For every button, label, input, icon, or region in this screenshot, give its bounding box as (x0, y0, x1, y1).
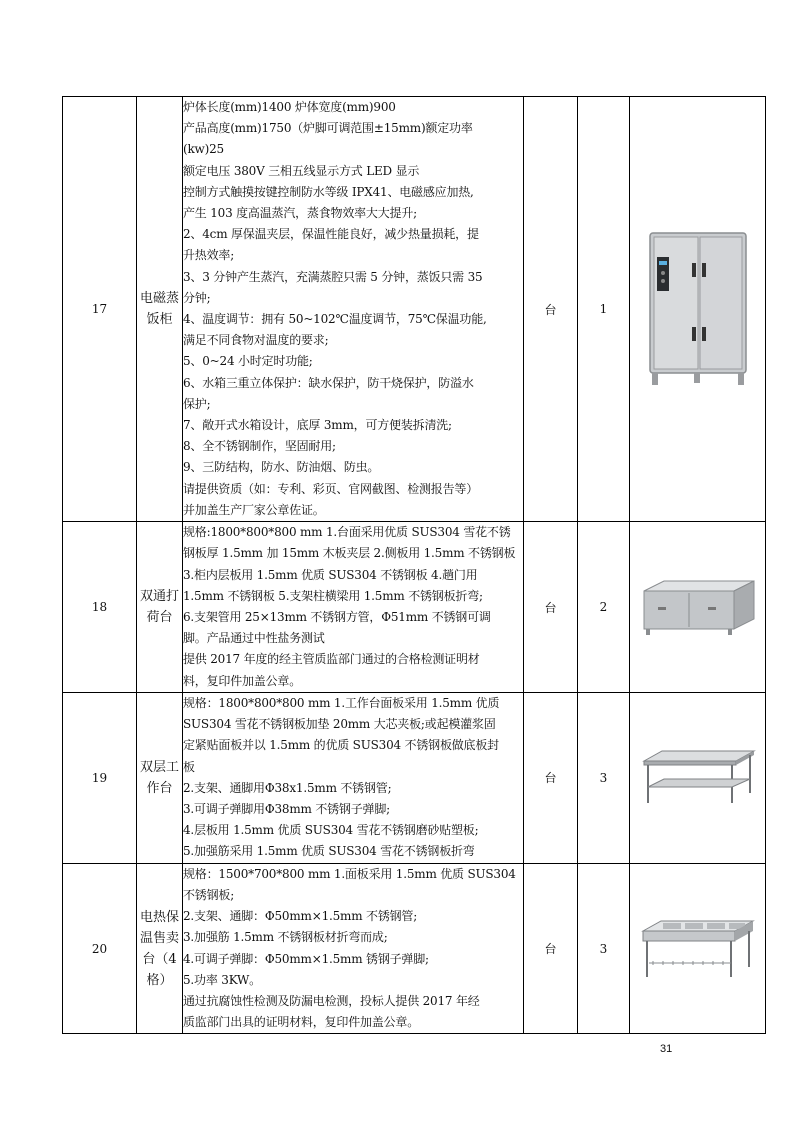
spec-line: 炉体长度(mm)1400 炉体宽度(mm)900 (183, 100, 396, 114)
spec-line: 4.层板用 1.5mm 优质 SUS304 雪花不锈钢磨砂贴塑板; (183, 823, 479, 838)
item-quantity: 2 (578, 522, 630, 693)
item-number: 17 (63, 97, 137, 522)
spec-line: 产品高度(mm)1750（炉脚可调范围±15mm)额定功率 (183, 121, 473, 136)
spec-line: 9、三防结构，防水、防油烟、防虫。 (183, 460, 380, 475)
spec-line: 规格：1500*700*800 mm 1.面板采用 1.5mm 优质 SUS304 (183, 866, 516, 881)
item-number: 18 (63, 522, 137, 693)
spec-line: 4、温度调节：拥有 50~102℃温度调节，75℃保温功能, (183, 312, 487, 327)
spec-line: 规格:1800*800*800 mm 1.台面采用优质 SUS304 雪花不锈 (183, 525, 511, 540)
spec-line: 3、3 分钟产生蒸汽，充满蒸腔只需 5 分钟，蒸饭只需 35 (183, 269, 483, 284)
item-image-cell (630, 693, 766, 864)
spec-line: 料，复印件加盖公章。 (183, 673, 302, 688)
spec-line: 额定电压 380V 三相五线显示方式 LED 显示 (183, 163, 420, 178)
page-number: 31 (660, 1043, 673, 1055)
table-row (63, 863, 766, 1034)
item-spec (183, 97, 524, 522)
spec-line: 规格：1800*800*800 mm 1.工作台面板采用 1.5mm 优质 (183, 696, 500, 711)
spec-line: 质监部门出具的证明材料，复印件加盖公章。 (183, 1015, 420, 1030)
spec-line: (kw)25 (183, 142, 224, 157)
item-unit: 台 (524, 693, 578, 864)
spec-line: SUS304 雪花不锈钢板加垫 20mm 大芯夹板;或起模灌浆固 (183, 717, 496, 732)
spec-line: 满足不同食物对温度的要求; (183, 333, 329, 348)
spec-line: 请提供资质（如：专利、彩页、官网截图、检测报告等） (183, 481, 479, 496)
spec-line: 定紧贴面板并以 1.5mm 的优质 SUS304 不锈钢板做底板封 (183, 738, 499, 753)
item-quantity: 3 (578, 863, 630, 1034)
spec-line: 8、全不锈钢制作，坚固耐用; (183, 439, 336, 454)
spec-line: 控制方式触摸按键控制防水等级 IPX41、电磁感应加热, (183, 184, 474, 199)
spec-line: 提供 2017 年度的经主管质监部门通过的合格检测证明材 (183, 652, 480, 667)
spec-line: 5.功率 3KW。 (183, 972, 261, 987)
work-cabinet-image (638, 577, 758, 637)
spec-line: 2.支架、通脚：Φ50mm×1.5mm 不锈钢管; (183, 909, 418, 924)
item-unit: 台 (524, 97, 578, 522)
equipment-spec-table (62, 96, 766, 1034)
spec-line: 通过抗腐蚀性检测及防漏电检测，投标人提供 2017 年经 (183, 993, 480, 1008)
spec-line: 7、敞开式水箱设计，底厚 3mm，可方便装拆清洗; (183, 418, 452, 433)
steam-cabinet-image (642, 227, 754, 391)
item-name: 电热保温售卖台（4格） (137, 863, 183, 1034)
item-name: 双通打荷台 (137, 522, 183, 693)
spec-line: 6、水箱三重立体保护：缺水保护，防干烧保护，防溢水 (183, 375, 474, 390)
item-name: 双层工作台 (137, 693, 183, 864)
two-tier-table-image (638, 749, 758, 807)
item-name: 电磁蒸饭柜 (137, 97, 183, 522)
table-row (63, 693, 766, 864)
item-unit: 台 (524, 863, 578, 1034)
spec-line: 并加盖生产厂家公章佐证。 (183, 502, 325, 517)
spec-line: 5.加强筋采用 1.5mm 优质 SUS304 雪花不锈钢板折弯 (183, 844, 475, 859)
spec-line: 3.加强筋 1.5mm 不锈钢板材折弯而成; (183, 930, 388, 945)
table-row (63, 97, 766, 522)
spec-line: 3.柜内层板用 1.5mm 优质 SUS304 不锈钢板 4.趟门用 (183, 567, 478, 582)
item-spec (183, 522, 524, 693)
item-image-cell (630, 97, 766, 522)
spec-line: 2.支架、通脚用Φ38x1.5mm 不锈钢管; (183, 780, 392, 795)
spec-line: 升热效率; (183, 248, 235, 263)
bain-marie-image (639, 917, 757, 981)
spec-line: 不锈钢板; (183, 887, 235, 902)
spec-line: 产生 103 度高温蒸汽，蒸食物效率大大提升; (183, 206, 417, 221)
spec-line: 脚。产品通过中性盐务测试 (183, 631, 325, 646)
spec-line: 5、0~24 小时定时功能; (183, 354, 313, 369)
spec-line: 3.可调子弹脚用Φ38mm 不锈钢子弹脚; (183, 802, 390, 817)
spec-line: 4.可调子弹脚：Φ50mm×1.5mm 锈钢子弹脚; (183, 951, 429, 966)
item-image-cell (630, 863, 766, 1034)
spec-line: 板 (183, 759, 195, 774)
item-spec (183, 693, 524, 864)
item-number: 20 (63, 863, 137, 1034)
spec-line: 6.支架管用 25×13mm 不锈钢方管，Φ51mm 不锈钢可调 (183, 610, 491, 625)
item-quantity: 3 (578, 693, 630, 864)
item-number: 19 (63, 693, 137, 864)
table-row (63, 522, 766, 693)
item-spec (183, 863, 524, 1034)
item-quantity: 1 (578, 97, 630, 522)
spec-line: 钢板厚 1.5mm 加 15mm 木板夹层 2.侧板用 1.5mm 不锈钢板 (183, 546, 516, 561)
item-unit: 台 (524, 522, 578, 693)
spec-line: 2、4cm 厚保温夹层，保温性能良好，减少热量损耗，提 (183, 227, 479, 242)
spec-line: 保护; (183, 396, 211, 411)
item-image-cell (630, 522, 766, 693)
spec-line: 分钟; (183, 290, 211, 305)
spec-line: 1.5mm 不锈钢板 5.支架柱横梁用 1.5mm 不锈钢板折弯; (183, 588, 483, 603)
